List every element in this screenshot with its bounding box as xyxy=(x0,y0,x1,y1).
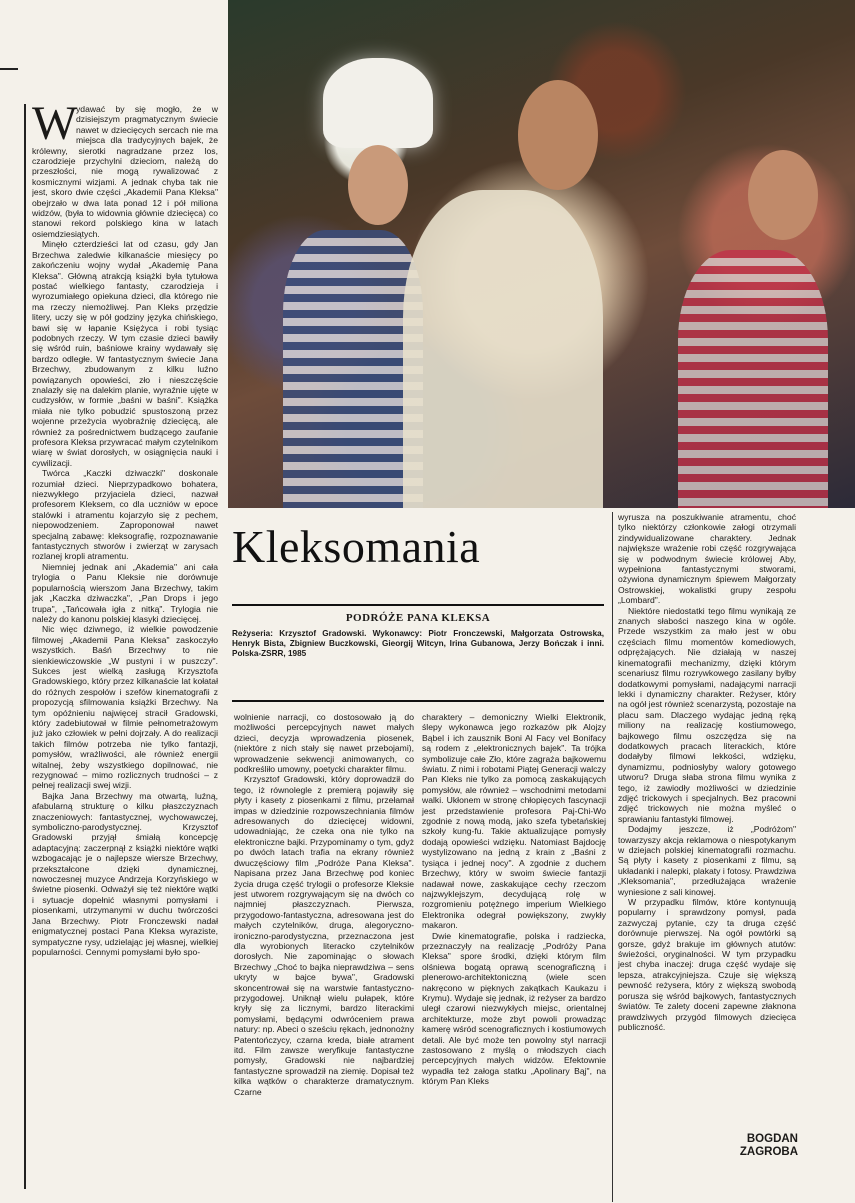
film-title: PODRÓŻE PANA KLEKSA xyxy=(345,612,491,624)
photo-chef-hat xyxy=(323,58,433,148)
article-title: Kleksomania xyxy=(232,521,481,572)
paragraph: Niemniej jednak ani „Akademia" ani cała trylogia o Panu Kleksie nie dorównuje popularnością wierszom Jana Brzechwy, takim jak „Kaczka dziwaczka", „Pan Drops i jego trupa", „Tańcowała igła z nitką". Trylogia nie należy do kanonu polskiej klasyki dziecięcej. xyxy=(32,561,218,624)
paragraph: Dodajmy jeszcze, iż „Podróżom" towarzyszy akcja reklamowa o niespotykanym w dziejach polskiej kinematografii rozmachu. Są płyty i kasety z piosenkami z filmu, są układanki i nalepki, plakaty i fotosy. Prawdziwa „Kleksomania", przedłużająca wrażenie wyniesione z sali kinowej. xyxy=(618,824,796,897)
author-byline xyxy=(718,1133,798,1159)
article-column-1 xyxy=(32,104,218,1184)
photo-figure-sailor xyxy=(283,230,423,508)
film-info-box xyxy=(232,604,604,704)
info-rule-top xyxy=(232,604,604,606)
paragraph: ydawać by się mogło, że w dzisiejszym pragmatycznym świecie nawet w dziecięcych sercach nie ma miejsca dla tradycyjnych bajek, że królewny, sierotki nagradzane przez los, czarodzieje przychylni dzieciom, należą do przeszłości, nie mogą rywalizować z kosmicznymi wizjami. A jednak chyba tak nie jest, skoro dwie części „Akademii Pana Kleksa" obejrzało w dwa lata ponad 12 i pół miliona widzów, (była to widownia głównie dziecięca) co stanowi rekord polskiego kina w latach osiemdziesiątych. xyxy=(32,104,218,239)
photo-figure-kleks xyxy=(403,190,603,508)
top-rule xyxy=(0,68,18,70)
info-rule-bottom xyxy=(232,700,604,702)
paragraph: Dwie kinematografie, polska i radziecka, przeznaczyły na realizację „Podróży Pana Kleksa" spore środki, dzięki którym film olśniewa bogatą oprawą scenograficzną i plenerowo-architektoniczną (wiele scen nakręcono w pięknych zakątkach Kaukazu i Krymu). Wydaje się jednak, iż reżyser za bardzo uległ czarowi niezwykłych miejsc, orientalnej architekturze, może zbyt powoli prowadząc kamerę wśród scenograficznych i kostiumowych detali. Ale być może ten powolny styl narracji zastosowano z myślą o młodszych ciach percepcyjnych małych widzów. Efektownie wypadła też załoga statku „Apolinary Bąj", na którym Pan Kleks xyxy=(422,930,606,1087)
article-column-3 xyxy=(422,712,606,1192)
photo-face-girl xyxy=(748,150,818,240)
author-first-name: BOGDAN xyxy=(746,1133,798,1145)
paragraph: charaktery – demoniczny Wielki Elektronik, ślepy wykonawca jego rozkazów płk Alojzy Bąbel i ich zausznik Boni Al Facy vel Bonifacy są rodem z „elektronicznych bajek". Ta trójka symbolizuje całe Zło, które zagraża bajkowemu światu. Z nimi i robotami Piątej Generacji walczy Pan Kleks nie tylko za pomocą zaskakujących pomysłów, ale również – wschodnimi metodami walki. Ukłonem w stronę chłopięcych fascynacji jest przedstawienie profesora Paj-Chi-Wo zgodnie z nową modą, jako szefa tybetańskiej szkoły kung-fu. Takie aktualizujące pomysły dodają opowieści wdzięku. Natomiast Bajdocję wystylizowano na jedną z krain z „Baśni z tysiąca i jednej nocy". A zgodnie z duchem Brzechwy, który w swoim świecie fantazji nadawał nowe, zaskakujące cechy rzeczom najzwyklejszym, decydującą rolę w rozgromieniu potężnego imperium Wielkiego Elektronika odegrał powiększony, zwykły makaron. xyxy=(422,712,606,931)
left-column-rule xyxy=(24,104,26,1189)
photo-face-kleks xyxy=(518,80,598,190)
article-column-4 xyxy=(618,512,796,1102)
photo-face-cook xyxy=(348,145,408,225)
film-still-photo xyxy=(228,0,855,508)
article-column-2 xyxy=(234,712,414,1187)
column-4-rule xyxy=(612,512,613,1202)
paragraph: Krzysztof Gradowski, który doprowadził do tego, iż równolegle z premierą pojawiły się płyty i kasety z piosenkami z filmu, przełamał impas w dziedzinie rozpowszechniania filmów adresowanych do dziecięcej widowni, udowadniając, że czeka ona nie tylko na elektroniczne bajki. Przypominamy o tym, gdyż po dwóch latach trafia na ekrany również dwuczęściowy film „Podróże Pana Kleksa". Napisana przez Jana Brzechwę pod koniec życia druga część trylogii o profesorze Kleksie jest utworem rozgrywającym się na dwóch co najmniej płaszczyznach. Pierwsza, przygodowo-fantastyczna, adresowana jest do małych czytelników, druga, alegoryczno-ironiczno-parodystyczna, przeznaczona jest dla wyrobionych literacko czytelników dorosłych. Nie zapominając o słowach Brzechwy „Choć to bajka nieprawdziwa – sens ukryty w bajce bywa", Gradowski skoncentrował się na warstwie fantastyczno-przygodowej. Uniknął wielu pułapek, które kryły się za licznymi, bardzo literackimi pomysłami, będącymi odwróceniem prawa natury: np. Abeci o sześciu rękach, jednonożny Patentończycy, czarna kreda, białe atrament itd. Film zawsze weryfikuje fantastyczne pomysły, Gradowski nie najbardziej fantastyczne sprowadził na ziemię. Dopisał też kilka wątków o charakterze dramatycznym. Czarne xyxy=(234,774,414,1097)
paragraph: Niektóre niedostatki tego filmu wynikają ze znanych słabości naszego kina w ogóle. Przede wszystkim za mało jest w obu częściach filmu momentów komediowych, odprężających. Nie działają w naszej kinematografii mechanizmy, dzięki którym scenariusz filmu rozrywkowego zasilany byłby dodatkowymi pomysłami, nadającymi narracji lekki i dynamiczny charakter. Reżyser, który na ogół jest również scenarzystą, pozostaje na placu sam. Dlaczego wydając jedną ręką miliony na realizację kostiumowego, bajkowego filmu oszczędza się na dodatkowych pracach literackich, które dodałyby filmowi lekkości, wdzięku, dynamizmu, podniosłyby walory gotowego utworu? Druga słaba strona filmu wynika z tego, iż zawiodły możliwości w dziedzinie zdjęć trickowych i specjalnych. Bez pracowni zdjęć trickowych nie można myśleć o sprawianiu fantastyki filmowej. xyxy=(618,605,796,824)
paragraph: wyrusza na poszukiwanie atramentu, choć tylko niektórzy członkowie załogi otrzymali zindywidualizowane charaktery. Jednak największe wrażenie robi część rozgrywająca się w podwodnym świecie królowej Aby, wypełniona fantastycznymi stworami, ożywiona dynamicznym śpiewem Małgorzaty Ostrowskiej, wokalistki grupy zespołu „Lombard". xyxy=(618,512,796,606)
paragraph: Twórca „Kaczki dziwaczki" doskonale rozumiał dzieci. Nieprzypadkowo bohatera, niezwykłego przyjaciela dzieci, nazwał profesorem Kleksem, co dla uczniów w epoce stalówki i atramentu kojarzyło się z pechem, niepowodzeniem. Zaproponował nawet specjalną zabawę: kleksografię, rozpoznawanie fantastycznych stworów i zwierząt w zarysach rozlanej kropli atramentu. xyxy=(32,468,218,562)
author-last-name: ZAGROBA xyxy=(739,1146,798,1158)
film-credits: Reżyseria: Krzysztof Gradowski. Wykonawcy: Piotr Fronczewski, Małgorzata Ostrowska, Henryk Bista, Zbigniew Buczkowski, Gieorgij Witcyn, Irina Gubanowa, Jerzy Bończak i inni. Polska-ZSRR, 1985 xyxy=(232,629,604,659)
photo-figure-girl xyxy=(678,250,828,508)
paragraph: Bajka Jana Brzechwy ma otwartą, luźną, afabularną strukturę o kilku płaszczyznach znaczeniowych: fantastycznej, wychowawczej, symboliczno-parodystycznej. Krzysztof Gradowski przyjął śmiałą koncepcję adaptacyjną: zaczerpnął z książki niektóre wątki wzbogacając je o najlepsze wiersze Brzechwy, przekształcone dzięki dynamicznej, nowoczesnej muzyce Andrzeja Korzyńskiego w świetne piosenki. Odważył się też niektóre wątki i sytuacje dopełnić własnymi pomysłami i piosenkami, utrzymanymi w duchu twórczości Jana Brzechwy. Piotr Fronczewski nadał enigmatycznej postaci Pana Kleksa wyraziste, sympatyczne rysy, udzielając jej własnej, wielkiej popularności. Cennymi pomysłami było spo- xyxy=(32,790,218,957)
paragraph: wolnienie narracji, co dostosowało ją do możliwości percepcyjnych nawet małych dzieci, decyzja wprowadzenia piosenek, (niektóre z nich stały się nawet przebojami), wprowadzenie sekwencji animowanych, co podkreśliło umowny, poetycki charakter filmu. xyxy=(234,712,414,775)
paragraph: W przypadku filmów, które kontynuują popularny i sprawdzony pomysł, pada zazwyczaj pytanie, czy ta druga część dorównuje pierwszej. Na ogół powtórki są gorsze, gdyż brakuje im głównych atutów: świeżości, oryginalności. W tym przypadku jest chyba inaczej: druga część wydaje się lepsza, atrakcyjniejsza. Czuje się większą pewność reżysera, który z większą swobodą porusza się wśród bajkowych, fantastycznych światów. Te zalety doceni zapewne złaknona prawdziwych przygód filmowych dziecięca publiczność. xyxy=(618,897,796,1032)
paragraph: Minęło czterdzieści lat od czasu, gdy Jan Brzechwa zaledwie kilkanaście miesięcy po zakończeniu wojny wydał „Akademię Pana Kleksa". Główną atrakcją książki była tytułowa postać wielkiego fantasty, czarodzieja i wyrozumiałego opiekuna dzieci, dla którego nie ma rzeczy niemożliwej. Pan Kleks przędzie litery, uczy się w pół godziny języka chińskiego, bawi się w łapanie Księżyca i robi tysiąc podobnych rzeczy. W tym czasie dzieci bawiły się wśród ruin, baśniowe krainy wydawały się bardzo odległe. W fantastycznym świecie Jana Brzechwy, zbudowanym z kilku luźno powiązanych opowieści, zło i nieszczęście znalazły się na dalekim planie, wyraźnie ujęte w cudzysłów, w formie „baśni w baśni". Książka miała nie tylko pobudzić spustoszoną przez wojenne przeżycia wyobraźnię dziecięcą, ale również za pośrednictwem budzącego zaufanie profesora Kleksa przywracać małym czytelnikom wiarę w świat dorosłych, w osiągnięcia nauki i cywilizacji. xyxy=(32,239,218,468)
drop-cap: W xyxy=(32,104,78,150)
paragraph: Nic więc dziwnego, iż wielkie powodzenie filmowej „Akademii Pana Kleksa" zaskoczyło wszystkich. Baśń Brzechwy to nie sienkiewiczowskie „W pustyni i w puszczy". Sukces jest wielką zasługą Krzysztofa Gradowskiego, który przez kilkanaście lat kołatał do różnych zespołów i szefów kinematografii z propozycją sfilmowania książki Brzechwy. Na tym opóźnieniu najwięcej stracił Gradowski, który zadebiutował w filmie pełnometrażowym już jako człowiek w pełni dojrzały. A do realizacji takich filmów potrzeba nie tylko fantazji, pomysłów, wrażliwości, ale również energii witalnej, żeby wszystkiego dopilnować, nie rezygnować – mimo rozlicznych trudności – z pełnej realizacji swej wizji. xyxy=(32,624,218,791)
